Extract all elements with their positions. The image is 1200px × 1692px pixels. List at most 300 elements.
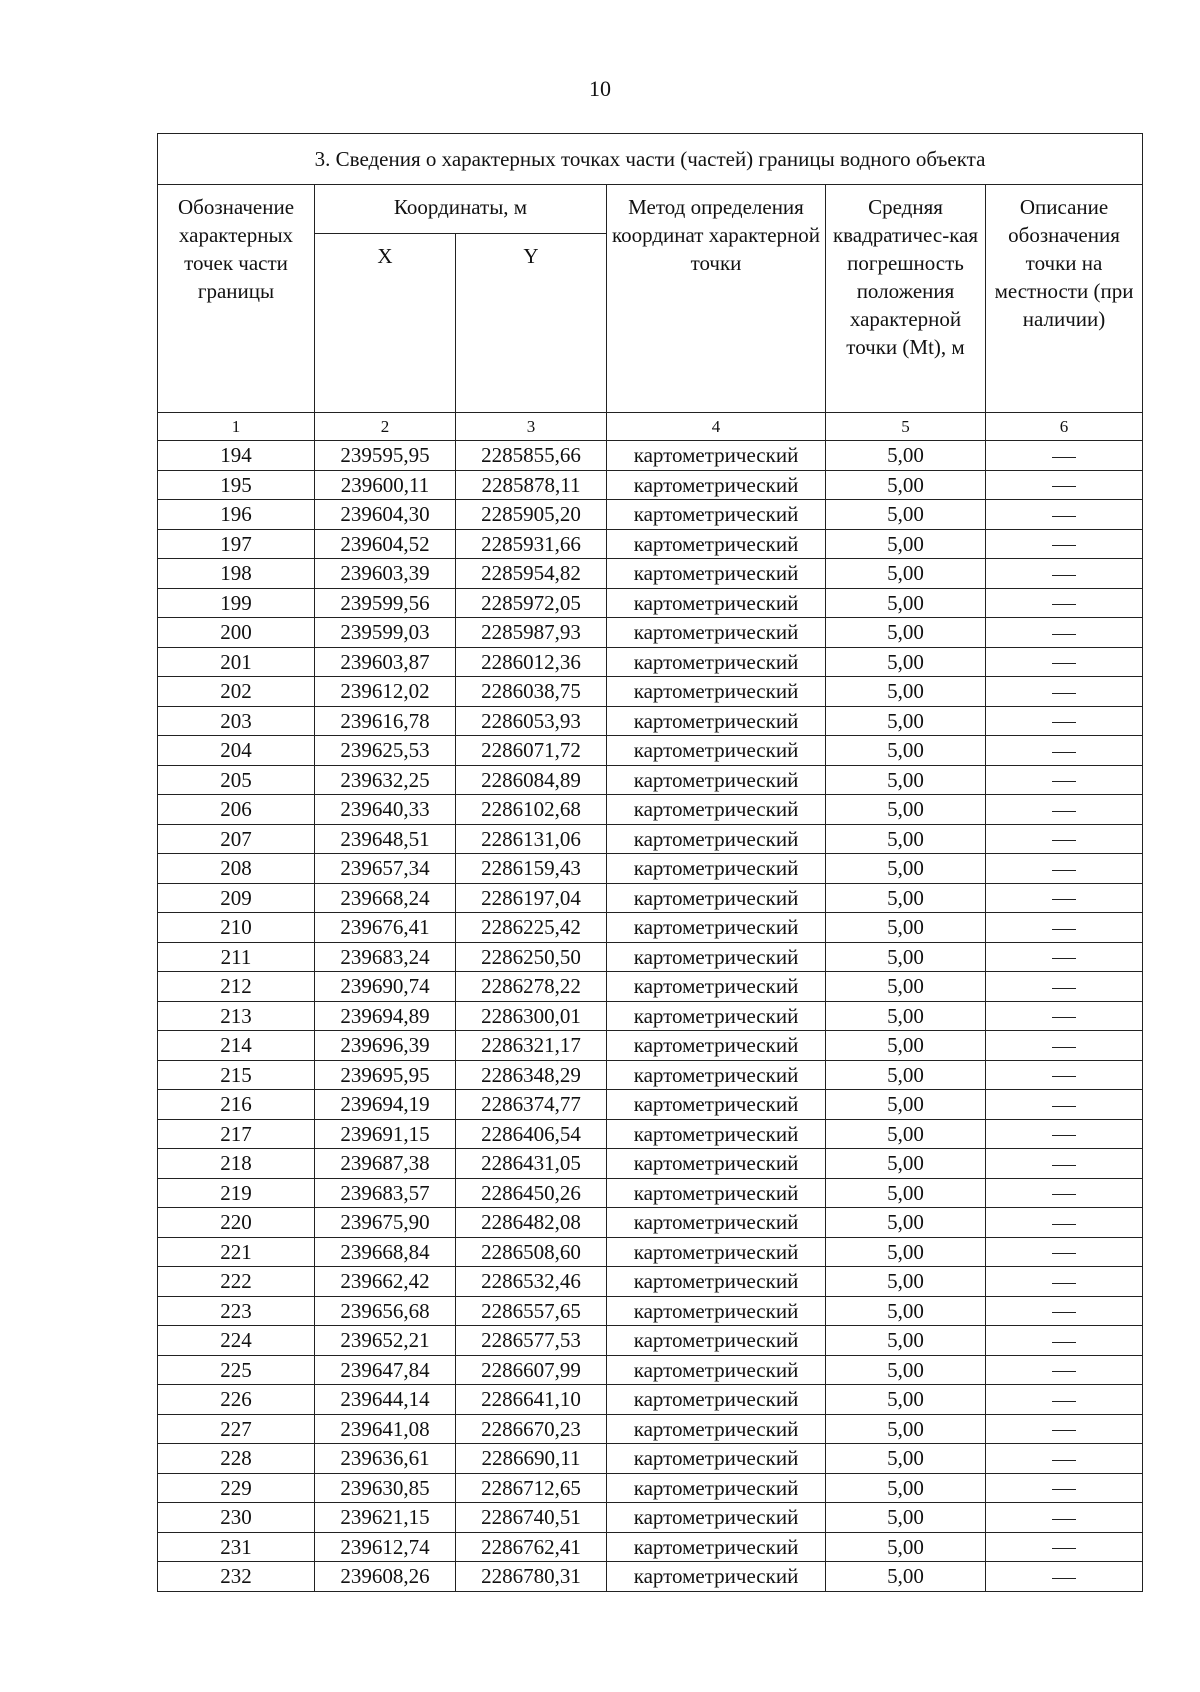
column-number: 4	[607, 413, 826, 441]
error-cell: 5,00	[826, 1414, 986, 1444]
y-coordinate-cell: 2285931,66	[456, 529, 607, 559]
table-row	[158, 736, 1143, 766]
point-number-cell: 199	[158, 588, 315, 618]
point-number-cell: 213	[158, 1001, 315, 1031]
description-cell	[986, 1532, 1143, 1562]
description-cell	[986, 1237, 1143, 1267]
x-coordinate-cell: 239696,39	[315, 1031, 456, 1061]
dash-mark	[1052, 1578, 1076, 1579]
point-number-cell: 208	[158, 854, 315, 884]
method-cell: картометрический	[607, 1385, 826, 1415]
table-row	[158, 942, 1143, 972]
description-cell	[986, 1503, 1143, 1533]
point-number-cell: 219	[158, 1178, 315, 1208]
method-cell: картометрический	[607, 1355, 826, 1385]
description-cell	[986, 824, 1143, 854]
table-row	[158, 1237, 1143, 1267]
table-row	[158, 1178, 1143, 1208]
description-cell	[986, 1119, 1143, 1149]
y-coordinate-cell: 2286431,05	[456, 1149, 607, 1179]
error-cell: 5,00	[826, 1208, 986, 1238]
point-number-cell: 196	[158, 500, 315, 530]
x-coordinate-cell: 239640,33	[315, 795, 456, 825]
table-row	[158, 677, 1143, 707]
x-coordinate-cell: 239636,61	[315, 1444, 456, 1474]
dash-mark	[1052, 1519, 1076, 1520]
y-coordinate-cell: 2286607,99	[456, 1355, 607, 1385]
error-cell: 5,00	[826, 765, 986, 795]
y-coordinate-cell: 2285905,20	[456, 500, 607, 530]
method-cell: картометрический	[607, 588, 826, 618]
table-row	[158, 1031, 1143, 1061]
description-cell	[986, 1031, 1143, 1061]
method-cell: картометрический	[607, 1503, 826, 1533]
dash-mark	[1052, 545, 1076, 546]
method-cell: картометрический	[607, 1473, 826, 1503]
dash-mark	[1052, 1460, 1076, 1461]
method-cell: картометрический	[607, 1178, 826, 1208]
x-coordinate-cell: 239603,39	[315, 559, 456, 589]
method-cell: картометрический	[607, 1060, 826, 1090]
description-cell	[986, 972, 1143, 1002]
column-number: 3	[456, 413, 607, 441]
x-coordinate-cell: 239676,41	[315, 913, 456, 943]
x-coordinate-cell: 239656,68	[315, 1296, 456, 1326]
point-number-cell: 207	[158, 824, 315, 854]
description-cell	[986, 1001, 1143, 1031]
description-cell	[986, 441, 1143, 471]
x-coordinate-cell: 239625,53	[315, 736, 456, 766]
page-number: 10	[589, 76, 611, 101]
x-coordinate-cell: 239648,51	[315, 824, 456, 854]
dash-mark	[1052, 1076, 1076, 1077]
point-number-cell: 216	[158, 1090, 315, 1120]
method-cell: картометрический	[607, 942, 826, 972]
point-number-cell: 198	[158, 559, 315, 589]
y-coordinate-cell: 2286321,17	[456, 1031, 607, 1061]
y-coordinate-cell: 2285987,93	[456, 618, 607, 648]
x-coordinate-cell: 239668,84	[315, 1237, 456, 1267]
y-coordinate-cell: 2286712,65	[456, 1473, 607, 1503]
table-row	[158, 854, 1143, 884]
table-row	[158, 647, 1143, 677]
table-row	[158, 1090, 1143, 1120]
y-coordinate-cell: 2286740,51	[456, 1503, 607, 1533]
point-number-cell: 212	[158, 972, 315, 1002]
dash-mark	[1052, 870, 1076, 871]
method-cell: картометрический	[607, 1237, 826, 1267]
header-error: Средняя квадратичес-кая погрешность положения характерной точки (Mt), м	[826, 185, 986, 413]
y-coordinate-cell: 2286406,54	[456, 1119, 607, 1149]
method-cell: картометрический	[607, 765, 826, 795]
x-coordinate-cell: 239694,89	[315, 1001, 456, 1031]
table-row	[158, 913, 1143, 943]
error-cell: 5,00	[826, 1237, 986, 1267]
y-coordinate-cell: 2286374,77	[456, 1090, 607, 1120]
point-number-cell: 218	[158, 1149, 315, 1179]
dash-mark	[1052, 1106, 1076, 1107]
description-cell	[986, 913, 1143, 943]
point-number-cell: 223	[158, 1296, 315, 1326]
error-cell: 5,00	[826, 1355, 986, 1385]
point-number-cell: 221	[158, 1237, 315, 1267]
description-cell	[986, 588, 1143, 618]
description-cell	[986, 1355, 1143, 1385]
dash-mark	[1052, 1489, 1076, 1490]
dash-mark	[1052, 634, 1076, 635]
dash-mark	[1052, 840, 1076, 841]
point-number-cell: 202	[158, 677, 315, 707]
method-cell: картометрический	[607, 1119, 826, 1149]
method-cell: картометрический	[607, 1326, 826, 1356]
error-cell: 5,00	[826, 824, 986, 854]
error-cell: 5,00	[826, 1444, 986, 1474]
dash-mark	[1052, 1047, 1076, 1048]
table-row	[158, 1385, 1143, 1415]
method-cell: картометрический	[607, 1090, 826, 1120]
point-number-cell: 194	[158, 441, 315, 471]
x-coordinate-cell: 239652,21	[315, 1326, 456, 1356]
table-row	[158, 1267, 1143, 1297]
table-row	[158, 441, 1143, 471]
point-number-cell: 229	[158, 1473, 315, 1503]
dash-mark	[1052, 958, 1076, 959]
method-cell: картометрический	[607, 677, 826, 707]
table-row	[158, 1208, 1143, 1238]
table-row	[158, 1444, 1143, 1474]
description-cell	[986, 1296, 1143, 1326]
method-cell: картометрический	[607, 618, 826, 648]
description-cell	[986, 854, 1143, 884]
point-number-cell: 227	[158, 1414, 315, 1444]
error-cell: 5,00	[826, 854, 986, 884]
y-coordinate-cell: 2286670,23	[456, 1414, 607, 1444]
point-number-cell: 225	[158, 1355, 315, 1385]
y-coordinate-cell: 2286577,53	[456, 1326, 607, 1356]
table-row	[158, 972, 1143, 1002]
description-cell	[986, 1267, 1143, 1297]
dash-mark	[1052, 1312, 1076, 1313]
table-row	[158, 1414, 1143, 1444]
x-coordinate-cell: 239604,30	[315, 500, 456, 530]
point-number-cell: 217	[158, 1119, 315, 1149]
y-coordinate-cell: 2286348,29	[456, 1060, 607, 1090]
header-method: Метод определения координат характерной точки	[607, 185, 826, 413]
method-cell: картометрический	[607, 706, 826, 736]
table-row	[158, 1562, 1143, 1592]
x-coordinate-cell: 239687,38	[315, 1149, 456, 1179]
y-coordinate-cell: 2286508,60	[456, 1237, 607, 1267]
method-cell: картометрический	[607, 1444, 826, 1474]
error-cell: 5,00	[826, 1532, 986, 1562]
table-row	[158, 706, 1143, 736]
x-coordinate-cell: 239616,78	[315, 706, 456, 736]
x-coordinate-cell: 239662,42	[315, 1267, 456, 1297]
x-coordinate-cell: 239612,02	[315, 677, 456, 707]
method-cell: картометрический	[607, 1414, 826, 1444]
point-number-cell: 204	[158, 736, 315, 766]
column-number: 2	[315, 413, 456, 441]
point-number-cell: 215	[158, 1060, 315, 1090]
table-row	[158, 1532, 1143, 1562]
dash-mark	[1052, 486, 1076, 487]
table-row	[158, 559, 1143, 589]
error-cell: 5,00	[826, 972, 986, 1002]
y-coordinate-cell: 2286159,43	[456, 854, 607, 884]
error-cell: 5,00	[826, 1473, 986, 1503]
error-cell: 5,00	[826, 1385, 986, 1415]
x-coordinate-cell: 239621,15	[315, 1503, 456, 1533]
x-coordinate-cell: 239641,08	[315, 1414, 456, 1444]
description-cell	[986, 559, 1143, 589]
header-designation: Обозначение характерных точек части границы	[158, 185, 315, 413]
table-row	[158, 1296, 1143, 1326]
y-coordinate-cell: 2286482,08	[456, 1208, 607, 1238]
error-cell: 5,00	[826, 1326, 986, 1356]
column-number: 1	[158, 413, 315, 441]
y-coordinate-cell: 2285972,05	[456, 588, 607, 618]
error-cell: 5,00	[826, 1090, 986, 1120]
description-cell	[986, 1385, 1143, 1415]
description-cell	[986, 1208, 1143, 1238]
table-row	[158, 795, 1143, 825]
header-description: Описание обозначения точки на местности (при наличии)	[986, 185, 1143, 413]
method-cell: картометрический	[607, 647, 826, 677]
y-coordinate-cell: 2286038,75	[456, 677, 607, 707]
method-cell: картометрический	[607, 972, 826, 1002]
table-row	[158, 1326, 1143, 1356]
description-cell	[986, 1326, 1143, 1356]
table-row	[158, 1119, 1143, 1149]
dash-mark	[1052, 1194, 1076, 1195]
y-coordinate-cell: 2285878,11	[456, 470, 607, 500]
column-numbers-row	[158, 413, 1143, 441]
x-coordinate-cell: 239644,14	[315, 1385, 456, 1415]
dash-mark	[1052, 929, 1076, 930]
description-cell	[986, 618, 1143, 648]
point-number-cell: 224	[158, 1326, 315, 1356]
error-cell: 5,00	[826, 1296, 986, 1326]
description-cell	[986, 795, 1143, 825]
table-row	[158, 1149, 1143, 1179]
x-coordinate-cell: 239608,26	[315, 1562, 456, 1592]
point-number-cell: 231	[158, 1532, 315, 1562]
x-coordinate-cell: 239675,90	[315, 1208, 456, 1238]
description-cell	[986, 1444, 1143, 1474]
error-cell: 5,00	[826, 795, 986, 825]
table-row	[158, 1060, 1143, 1090]
error-cell: 5,00	[826, 1503, 986, 1533]
dash-mark	[1052, 1253, 1076, 1254]
method-cell: картометрический	[607, 1031, 826, 1061]
x-coordinate-cell: 239595,95	[315, 441, 456, 471]
y-coordinate-cell: 2286532,46	[456, 1267, 607, 1297]
y-coordinate-cell: 2286102,68	[456, 795, 607, 825]
y-coordinate-cell: 2285954,82	[456, 559, 607, 589]
column-number: 5	[826, 413, 986, 441]
header-coordinates: Координаты, м	[315, 185, 607, 234]
x-coordinate-cell: 239683,24	[315, 942, 456, 972]
x-coordinate-cell: 239632,25	[315, 765, 456, 795]
y-coordinate-cell: 2286197,04	[456, 883, 607, 913]
table-row	[158, 529, 1143, 559]
x-coordinate-cell: 239683,57	[315, 1178, 456, 1208]
description-cell	[986, 1090, 1143, 1120]
method-cell: картометрический	[607, 1296, 826, 1326]
point-number-cell: 226	[158, 1385, 315, 1415]
y-coordinate-cell: 2286690,11	[456, 1444, 607, 1474]
description-cell	[986, 706, 1143, 736]
table-row	[158, 824, 1143, 854]
description-cell	[986, 736, 1143, 766]
point-number-cell: 222	[158, 1267, 315, 1297]
error-cell: 5,00	[826, 1562, 986, 1592]
x-coordinate-cell: 239603,87	[315, 647, 456, 677]
point-number-cell: 214	[158, 1031, 315, 1061]
method-cell: картометрический	[607, 529, 826, 559]
boundary-points-table-container	[157, 133, 1142, 1592]
table-row	[158, 765, 1143, 795]
error-cell: 5,00	[826, 677, 986, 707]
description-cell	[986, 1562, 1143, 1592]
x-coordinate-cell: 239657,34	[315, 854, 456, 884]
y-coordinate-cell: 2286053,93	[456, 706, 607, 736]
error-cell: 5,00	[826, 588, 986, 618]
method-cell: картометрический	[607, 795, 826, 825]
dash-mark	[1052, 457, 1076, 458]
error-cell: 5,00	[826, 559, 986, 589]
error-cell: 5,00	[826, 1119, 986, 1149]
description-cell	[986, 1060, 1143, 1090]
dash-mark	[1052, 752, 1076, 753]
description-cell	[986, 883, 1143, 913]
y-coordinate-cell: 2286278,22	[456, 972, 607, 1002]
error-cell: 5,00	[826, 942, 986, 972]
table-title: 3. Сведения о характерных точках части (частей) границы водного объекта	[158, 134, 1143, 185]
dash-mark	[1052, 1548, 1076, 1549]
point-number-cell: 228	[158, 1444, 315, 1474]
y-coordinate-cell: 2285855,66	[456, 441, 607, 471]
method-cell: картометрический	[607, 736, 826, 766]
point-number-cell: 232	[158, 1562, 315, 1592]
error-cell: 5,00	[826, 470, 986, 500]
description-cell	[986, 1149, 1143, 1179]
dash-mark	[1052, 1135, 1076, 1136]
dash-mark	[1052, 899, 1076, 900]
dash-mark	[1052, 1017, 1076, 1018]
point-number-cell: 195	[158, 470, 315, 500]
description-cell	[986, 529, 1143, 559]
table-row	[158, 1473, 1143, 1503]
table-row	[158, 500, 1143, 530]
y-coordinate-cell: 2286762,41	[456, 1532, 607, 1562]
y-coordinate-cell: 2286131,06	[456, 824, 607, 854]
method-cell: картометрический	[607, 1562, 826, 1592]
y-coordinate-cell: 2286450,26	[456, 1178, 607, 1208]
point-number-cell: 220	[158, 1208, 315, 1238]
y-coordinate-cell: 2286250,50	[456, 942, 607, 972]
x-coordinate-cell: 239647,84	[315, 1355, 456, 1385]
method-cell: картометрический	[607, 559, 826, 589]
dash-mark	[1052, 781, 1076, 782]
dash-mark	[1052, 604, 1076, 605]
error-cell: 5,00	[826, 706, 986, 736]
x-coordinate-cell: 239630,85	[315, 1473, 456, 1503]
dash-mark	[1052, 693, 1076, 694]
table-row	[158, 1001, 1143, 1031]
y-coordinate-cell: 2286780,31	[456, 1562, 607, 1592]
table-row	[158, 1355, 1143, 1385]
x-coordinate-cell: 239599,03	[315, 618, 456, 648]
method-cell: картометрический	[607, 883, 826, 913]
error-cell: 5,00	[826, 1031, 986, 1061]
table-row	[158, 470, 1143, 500]
method-cell: картометрический	[607, 1532, 826, 1562]
dash-mark	[1052, 1401, 1076, 1402]
method-cell: картометрический	[607, 1149, 826, 1179]
error-cell: 5,00	[826, 1178, 986, 1208]
x-coordinate-cell: 239612,74	[315, 1532, 456, 1562]
description-cell	[986, 1414, 1143, 1444]
error-cell: 5,00	[826, 913, 986, 943]
dash-mark	[1052, 811, 1076, 812]
header-x: X	[315, 234, 456, 413]
description-cell	[986, 765, 1143, 795]
error-cell: 5,00	[826, 500, 986, 530]
error-cell: 5,00	[826, 529, 986, 559]
description-cell	[986, 677, 1143, 707]
error-cell: 5,00	[826, 1001, 986, 1031]
error-cell: 5,00	[826, 618, 986, 648]
y-coordinate-cell: 2286084,89	[456, 765, 607, 795]
dash-mark	[1052, 516, 1076, 517]
error-cell: 5,00	[826, 647, 986, 677]
dash-mark	[1052, 575, 1076, 576]
x-coordinate-cell: 239599,56	[315, 588, 456, 618]
point-number-cell: 203	[158, 706, 315, 736]
method-cell: картометрический	[607, 913, 826, 943]
error-cell: 5,00	[826, 441, 986, 471]
x-coordinate-cell: 239691,15	[315, 1119, 456, 1149]
method-cell: картометрический	[607, 1208, 826, 1238]
dash-mark	[1052, 1165, 1076, 1166]
y-coordinate-cell: 2286300,01	[456, 1001, 607, 1031]
table-row	[158, 588, 1143, 618]
method-cell: картометрический	[607, 470, 826, 500]
point-number-cell: 211	[158, 942, 315, 972]
point-number-cell: 209	[158, 883, 315, 913]
description-cell	[986, 647, 1143, 677]
description-cell	[986, 1473, 1143, 1503]
table-body	[158, 441, 1143, 1592]
dash-mark	[1052, 1371, 1076, 1372]
description-cell	[986, 470, 1143, 500]
description-cell	[986, 500, 1143, 530]
table-row	[158, 883, 1143, 913]
error-cell: 5,00	[826, 883, 986, 913]
dash-mark	[1052, 722, 1076, 723]
point-number-cell: 206	[158, 795, 315, 825]
x-coordinate-cell: 239668,24	[315, 883, 456, 913]
x-coordinate-cell: 239695,95	[315, 1060, 456, 1090]
error-cell: 5,00	[826, 1060, 986, 1090]
point-number-cell: 197	[158, 529, 315, 559]
point-number-cell: 205	[158, 765, 315, 795]
description-cell	[986, 942, 1143, 972]
x-coordinate-cell: 239600,11	[315, 470, 456, 500]
x-coordinate-cell: 239690,74	[315, 972, 456, 1002]
x-coordinate-cell: 239694,19	[315, 1090, 456, 1120]
